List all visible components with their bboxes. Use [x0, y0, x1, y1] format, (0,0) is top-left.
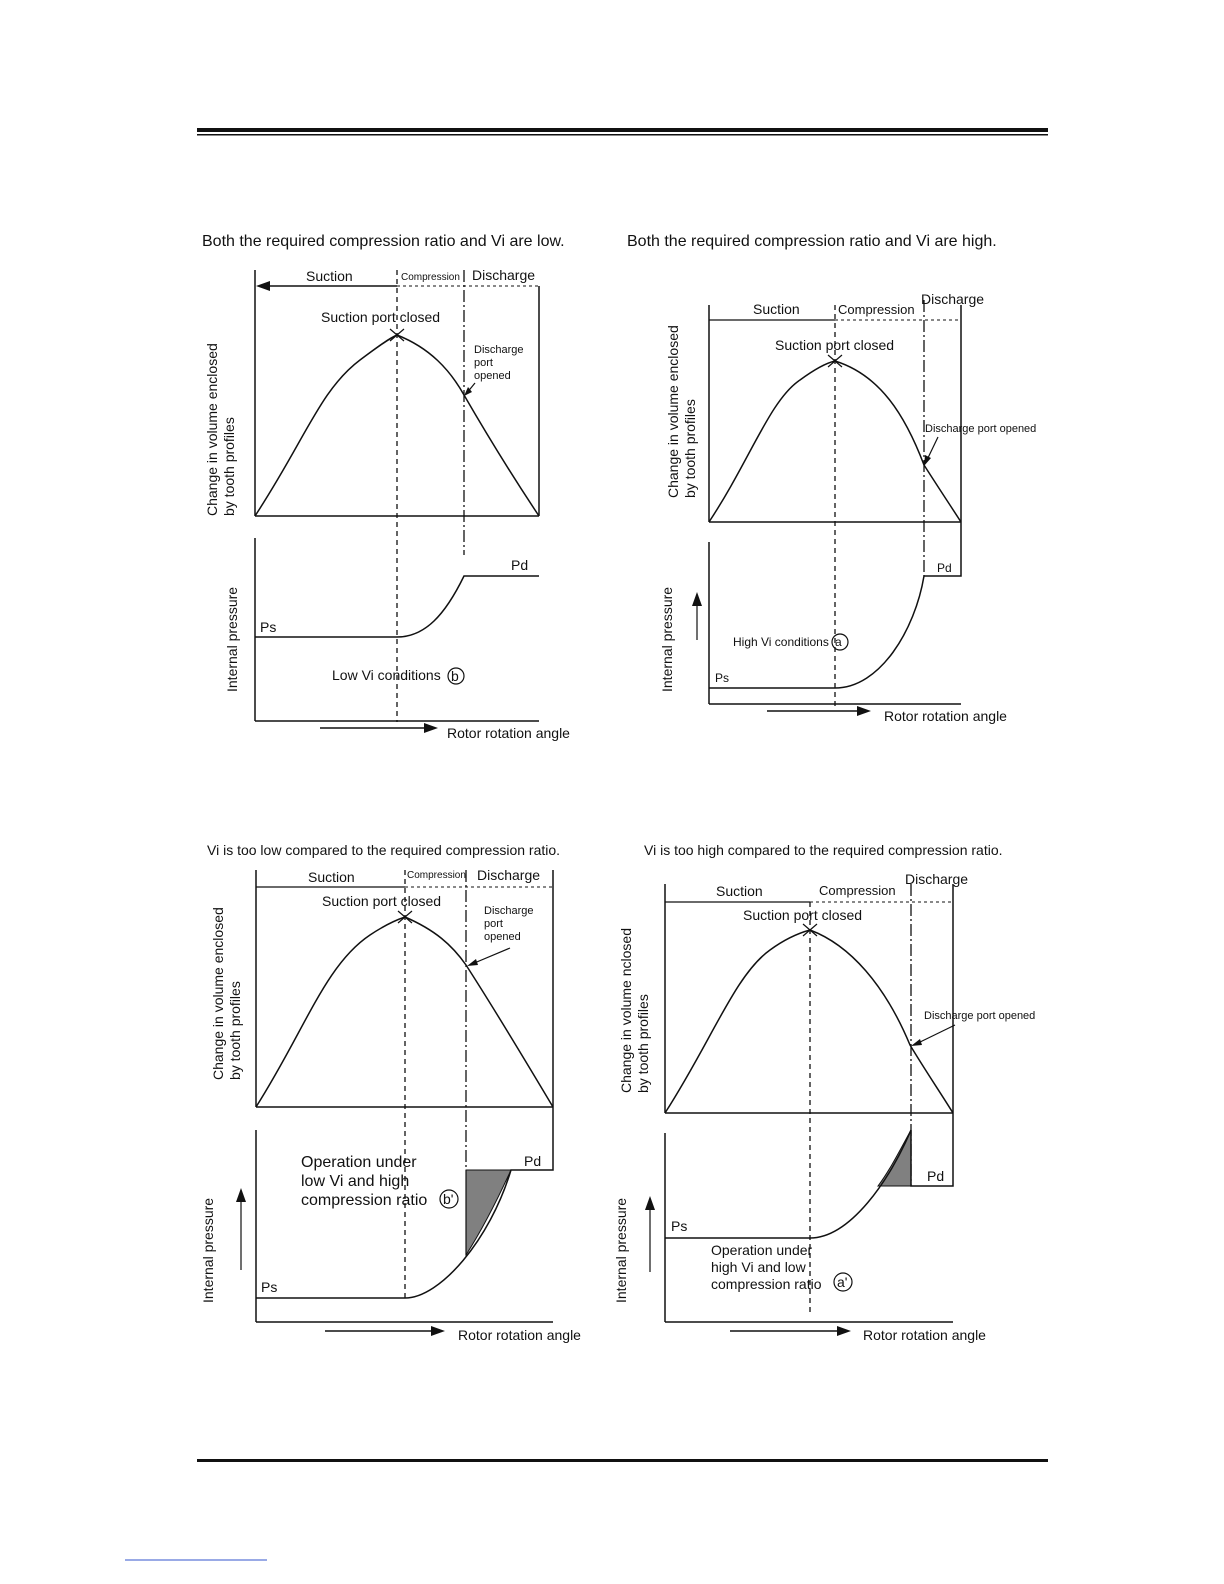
- phase-suction: Suction: [308, 869, 355, 885]
- header-rule-thin: [197, 134, 1048, 136]
- pd-label: Pd: [927, 1168, 945, 1184]
- ps-label: Ps: [261, 1279, 278, 1295]
- condition-mark: b': [443, 1191, 454, 1207]
- volume-curve: [665, 930, 953, 1113]
- operation-label-2: high Vi and low: [711, 1259, 806, 1275]
- operation-label-1: Operation under: [301, 1154, 417, 1171]
- phase-compression: Compression: [401, 272, 460, 283]
- phase-compression: Compression: [819, 883, 896, 898]
- panel-high-ratio-high-vi: [627, 233, 1036, 724]
- phase-discharge: Discharge: [472, 267, 536, 283]
- pd-label: Pd: [524, 1153, 542, 1169]
- pd-label: Pd: [937, 561, 952, 575]
- suction-port-closed-label: Suction port closed: [775, 337, 895, 353]
- operation-label-3: compression ratio: [301, 1192, 428, 1209]
- rotation-arrowhead: [431, 1326, 445, 1336]
- header-rule: [197, 128, 1048, 132]
- phase-discharge: Discharge: [477, 867, 541, 883]
- ylabel-volume-2: by tooth profiles: [227, 981, 243, 1080]
- suction-port-closed-label: Suction port closed: [321, 309, 441, 325]
- phase-compression: Compression: [838, 302, 915, 317]
- panel-title: Both the required compression ratio and Vi are low.: [202, 233, 565, 250]
- phase-suction: Suction: [753, 301, 800, 317]
- discharge-port-label-1: Discharge: [474, 344, 524, 356]
- ylabel-volume-2: by tooth profiles: [682, 399, 698, 498]
- footer-rule: [197, 1459, 1048, 1462]
- suction-port-closed-label: Suction port closed: [743, 907, 863, 923]
- discharge-port-label: Discharge port opened: [924, 1010, 1036, 1022]
- pressure-up-arrowhead: [236, 1188, 246, 1202]
- panel-vi-too-high: [613, 842, 1035, 1343]
- rotation-arrowhead: [424, 723, 438, 733]
- operation-label-3: compression ratio: [711, 1276, 822, 1292]
- phase-suction: Suction: [306, 268, 353, 284]
- suction-port-closed-label: Suction port closed: [322, 893, 442, 909]
- ylabel-volume-2: by tooth profiles: [221, 417, 237, 516]
- discharge-port-label-1: Discharge: [484, 905, 534, 917]
- ylabel-pressure: Internal pressure: [224, 586, 240, 692]
- discharge-port-label-3: opened: [474, 370, 511, 382]
- discharge-pointer: [916, 1025, 955, 1044]
- ylabel-pressure: Internal pressure: [200, 1197, 216, 1303]
- panel-vi-too-low: [200, 842, 581, 1343]
- rotation-arrowhead: [837, 1326, 851, 1336]
- over-compression-area: [466, 1170, 511, 1255]
- panel-title: Both the required compression ratio and Vi are high.: [627, 233, 997, 250]
- ps-label: Ps: [671, 1218, 688, 1234]
- phase-discharge: Discharge: [921, 291, 985, 307]
- ylabel-volume-1: Change in volume enclosed: [204, 343, 220, 516]
- ylabel-volume-1: Change in volume enclosed: [665, 325, 681, 498]
- discharge-pointer-head: [467, 959, 478, 966]
- pressure-up-arrowhead: [645, 1196, 655, 1210]
- condition-mark: a': [837, 1274, 848, 1290]
- discharge-port-label-3: opened: [484, 931, 521, 943]
- operation-label-1: Operation under: [711, 1242, 813, 1258]
- under-compression-area: [878, 1130, 911, 1186]
- operation-label-2: low Vi and high: [301, 1173, 410, 1190]
- condition-mark: a: [835, 635, 842, 649]
- ylabel-volume-2: by tooth profiles: [635, 994, 651, 1093]
- pd-label: Pd: [511, 557, 529, 573]
- discharge-pointer: [472, 948, 510, 964]
- suction-arrowhead: [256, 281, 270, 291]
- discharge-pointer-head: [911, 1039, 922, 1046]
- xlabel: Rotor rotation angle: [884, 708, 1007, 724]
- condition-label: Low Vi conditions: [332, 667, 441, 683]
- ps-label: Ps: [260, 619, 277, 635]
- pressure-up-arrowhead: [692, 592, 702, 606]
- xlabel: Rotor rotation angle: [863, 1327, 986, 1343]
- phase-suction: Suction: [716, 883, 763, 899]
- ylabel-volume-1: Change in volume nclosed: [618, 928, 634, 1093]
- rotation-arrowhead: [857, 706, 871, 716]
- ps-label: Ps: [715, 671, 730, 685]
- phase-compression: Compression: [407, 870, 466, 881]
- xlabel: Rotor rotation angle: [458, 1327, 581, 1343]
- ylabel-pressure: Internal pressure: [613, 1197, 629, 1303]
- xlabel: Rotor rotation angle: [447, 725, 570, 741]
- discharge-pointer-head: [924, 455, 931, 466]
- ylabel-pressure: Internal pressure: [659, 586, 675, 692]
- discharge-port-label-2: port: [484, 918, 503, 930]
- panel-title: Vi is too low compared to the required compression ratio.: [207, 842, 561, 858]
- panel-low-ratio-low-vi: [202, 233, 570, 741]
- ylabel-volume-1: Change in volume enclosed: [210, 907, 226, 1080]
- phase-discharge: Discharge: [905, 871, 969, 887]
- condition-mark: b: [451, 668, 459, 684]
- discharge-port-label: Discharge port opened: [925, 423, 1037, 435]
- panel-title: Vi is too high compared to the required compression ratio.: [644, 842, 1003, 858]
- discharge-port-label-2: port: [474, 357, 493, 369]
- condition-label: High Vi conditions: [733, 635, 829, 649]
